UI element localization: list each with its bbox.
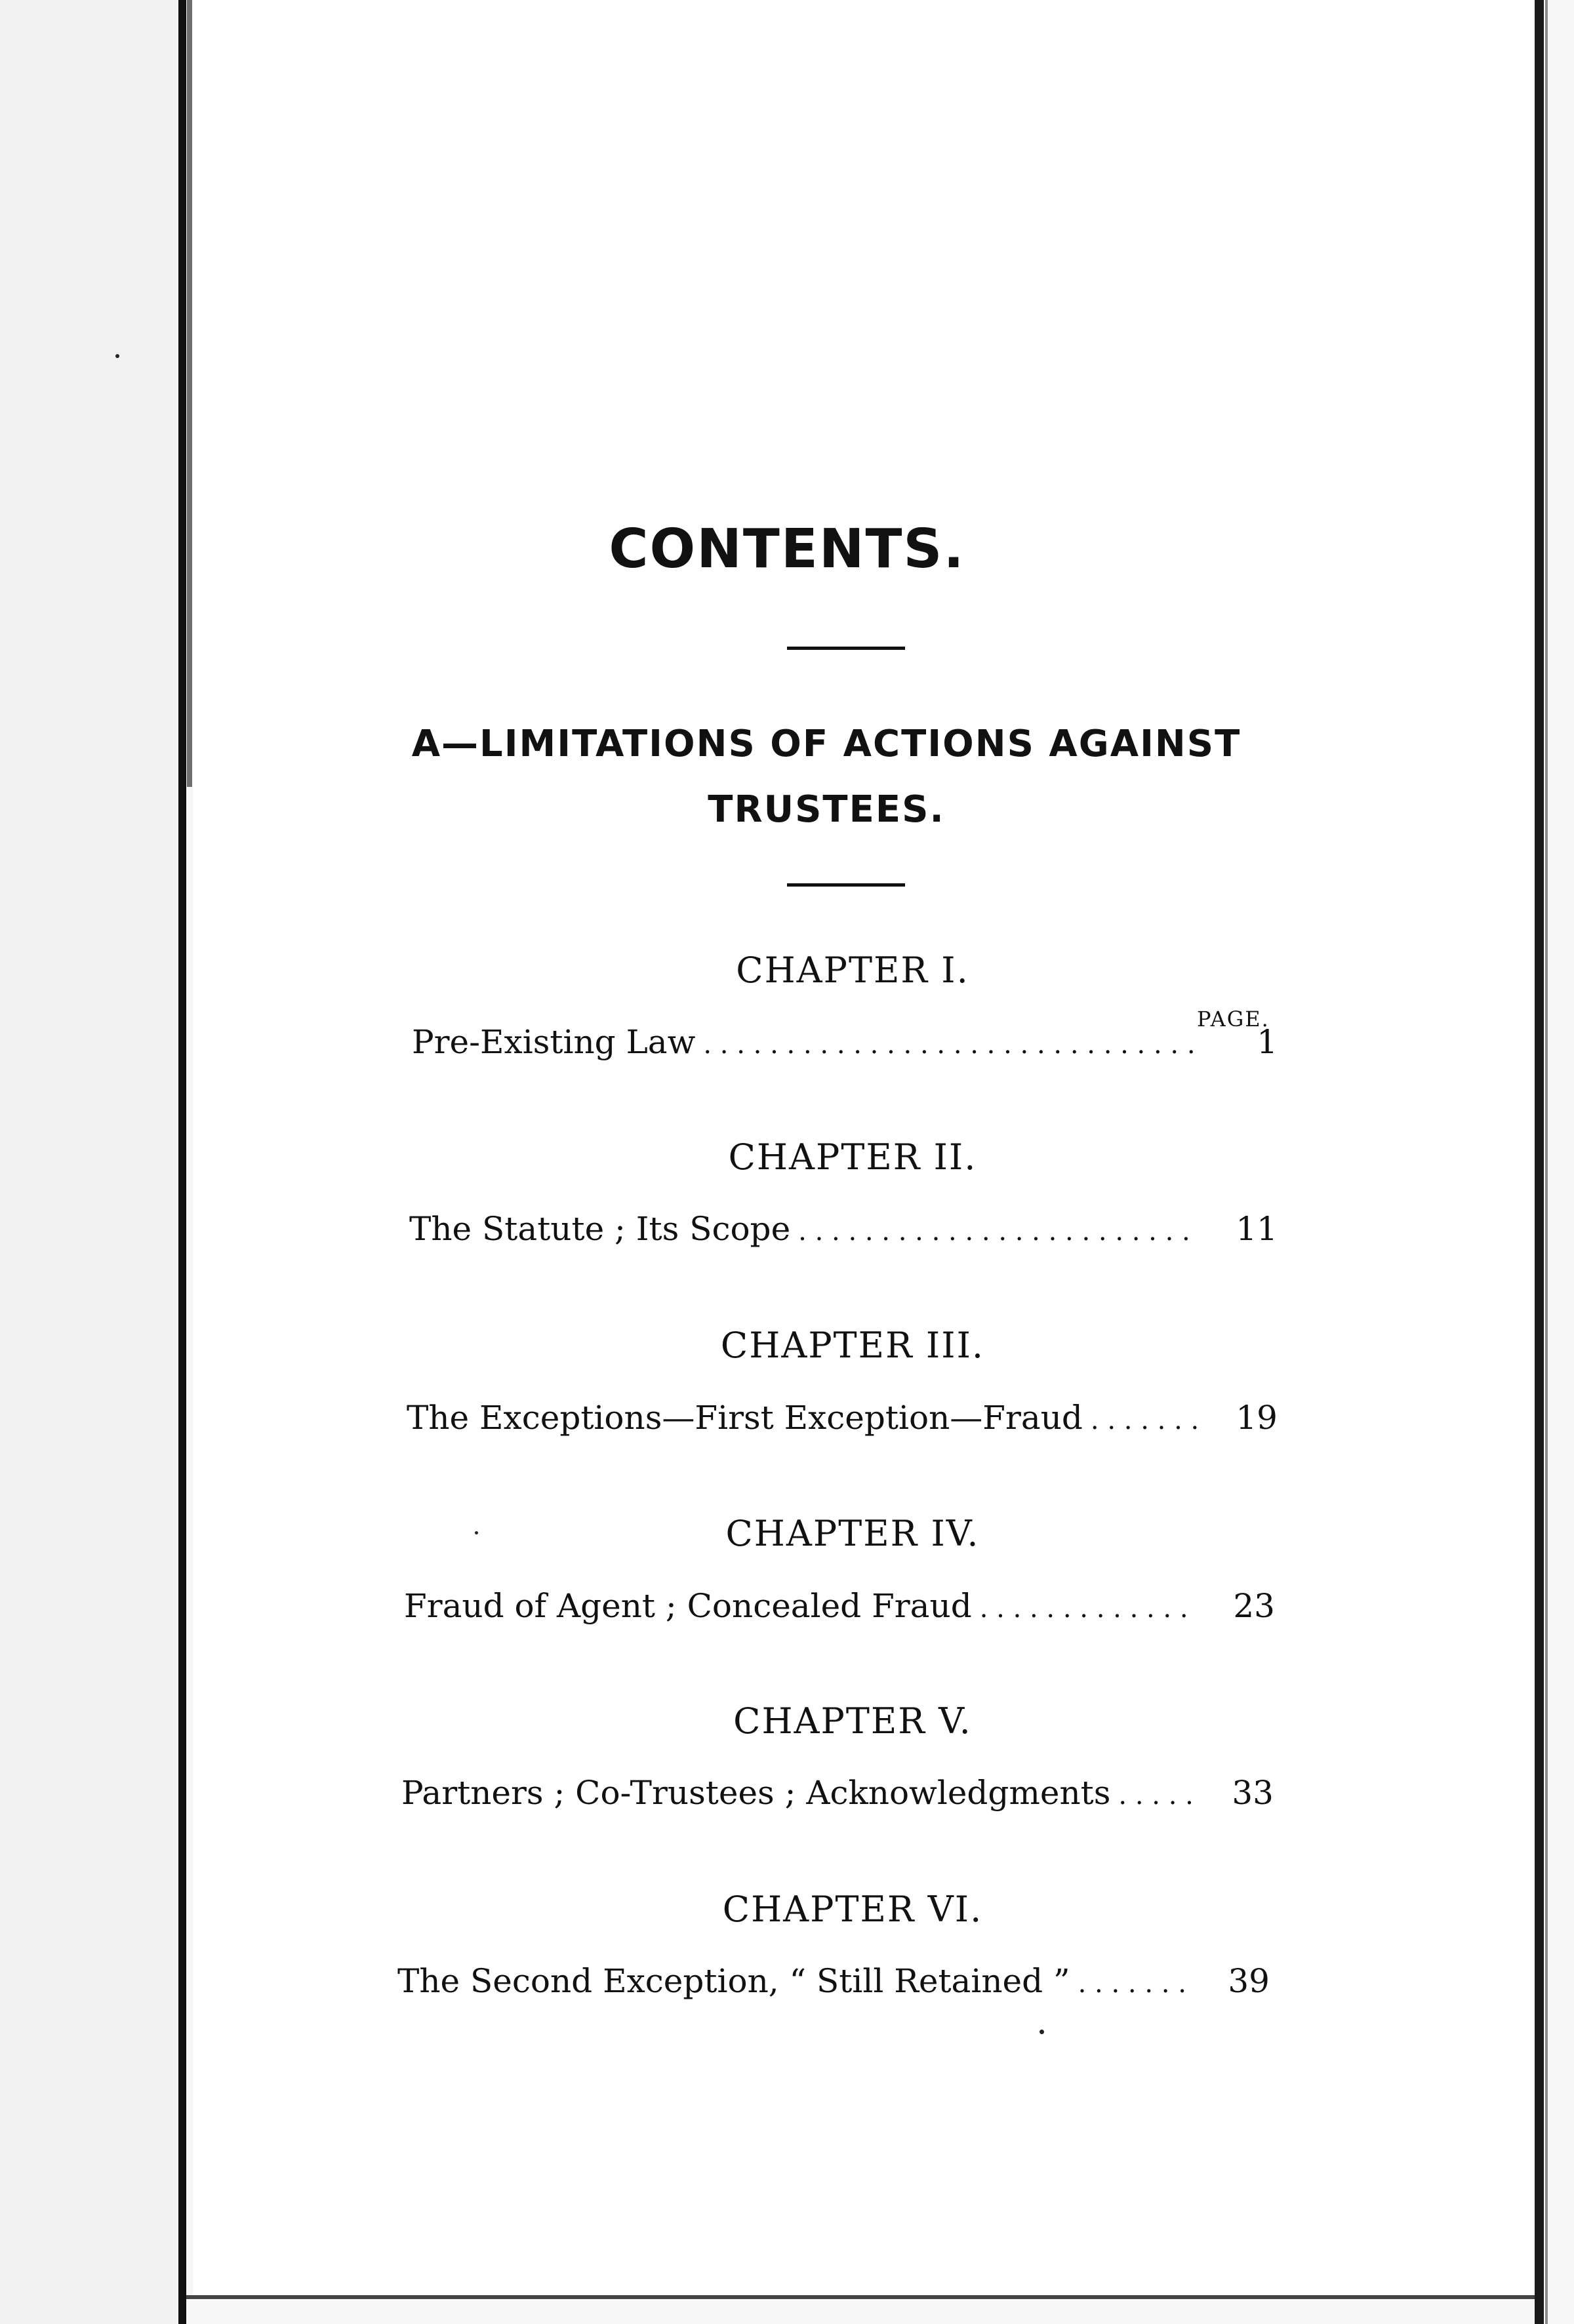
toc-entry-title: Partners ; Co-Trustees ; Acknowledgments (401, 1774, 1111, 1812)
chapter-heading: CHAPTER V. (733, 1700, 972, 1742)
title-rule (787, 647, 905, 650)
toc-entry-title: The Exceptions—First Exception—Fraud (407, 1399, 1083, 1437)
dot-leader (798, 1216, 1198, 1247)
toc-entry[interactable] (412, 1023, 1278, 1069)
toc-entry-page: 23 (1233, 1587, 1275, 1625)
toc-entry[interactable] (401, 1774, 1274, 1820)
gutter-shadow (187, 0, 192, 787)
toc-entry[interactable] (409, 1210, 1278, 1256)
chapter-heading: CHAPTER IV. (725, 1513, 980, 1554)
toc-entry-title: The Statute ; Its Scope (409, 1210, 791, 1248)
toc-entry-page: 11 (1236, 1210, 1278, 1248)
part-heading (367, 711, 1285, 843)
chapter-heading: CHAPTER III. (720, 1325, 985, 1366)
toc-entry-page: 33 (1232, 1774, 1274, 1812)
page-title: CONTENTS. (609, 518, 965, 580)
dot-leader (703, 1030, 1198, 1060)
toc-entry-page: 39 (1228, 1962, 1270, 2000)
page-bottom-edge (186, 2295, 1535, 2299)
chapter-heading: CHAPTER I. (736, 950, 969, 991)
chapter-heading: CHAPTER VI. (722, 1889, 983, 1930)
part-heading-line-2: TRUSTEES. (708, 788, 945, 831)
dot-leader (1078, 1969, 1190, 1999)
toc-entry[interactable] (397, 1962, 1270, 2008)
dot-leader (1118, 1780, 1194, 1811)
toc-entry-title: The Second Exception, “ Still Retained ” (397, 1962, 1070, 2000)
dot-leader (1091, 1405, 1198, 1435)
toc-entry[interactable] (404, 1587, 1275, 1633)
toc-entry[interactable] (407, 1399, 1278, 1445)
toc-entry-title: Fraud of Agent ; Concealed Fraud (404, 1587, 972, 1625)
toc-entry-title: Pre-Existing Law (412, 1023, 696, 1061)
scan-speck (475, 1531, 478, 1534)
scan-speck (115, 354, 119, 358)
toc-entry-page: 19 (1236, 1399, 1278, 1437)
part-heading-rule (787, 883, 905, 887)
toc-entry-page: 1 (1257, 1023, 1278, 1061)
page-column-label: PAGE. (1197, 1007, 1270, 1032)
dot-leader (980, 1593, 1195, 1624)
part-heading-line-1: A—LIMITATIONS OF ACTIONS AGAINST (411, 723, 1241, 765)
chapter-heading: CHAPTER II. (728, 1136, 977, 1178)
scan-speck (1039, 2030, 1044, 2034)
